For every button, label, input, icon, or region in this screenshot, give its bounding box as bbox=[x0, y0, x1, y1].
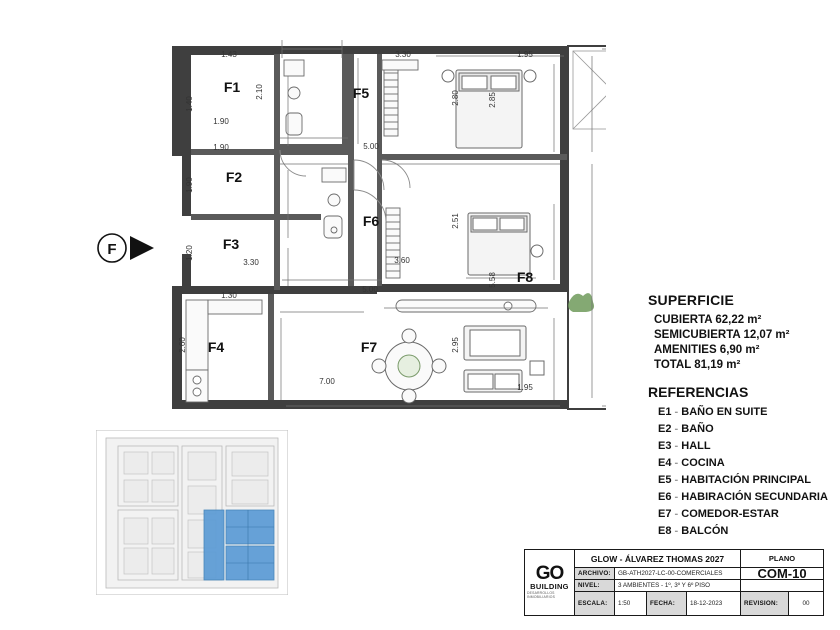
nivel-value: 3 AMBIENTES - 1º, 3º Y 6º PISO bbox=[615, 580, 741, 591]
logo-building-text: BUILDING bbox=[530, 582, 569, 591]
reference-item bbox=[658, 405, 840, 420]
reference-name: COMEDOR-ESTAR bbox=[681, 508, 779, 520]
dimension-text: 2.95 bbox=[451, 337, 460, 353]
reference-dash: - bbox=[674, 406, 682, 418]
reference-name: BALCÓN bbox=[681, 525, 729, 537]
reference-item bbox=[658, 422, 840, 437]
project-name: GLOW - ÁLVAREZ THOMAS 2027 bbox=[575, 550, 741, 567]
dimension-text: 5.00 bbox=[362, 285, 378, 294]
title-block bbox=[524, 549, 824, 616]
dimension-text: 1.90 bbox=[213, 117, 229, 126]
reference-code: E2 bbox=[658, 423, 672, 435]
dimension-text: 7.00 bbox=[319, 377, 335, 386]
reference-dash: - bbox=[674, 474, 682, 486]
reference-dash: - bbox=[674, 440, 682, 452]
fecha-label: FECHA: bbox=[647, 592, 687, 615]
nivel-label: NIVEL: bbox=[575, 580, 615, 591]
reference-item bbox=[658, 456, 840, 471]
info-panel bbox=[648, 292, 840, 541]
reference-code: E8 bbox=[658, 525, 672, 537]
fecha-value: 18-12-2023 bbox=[687, 592, 741, 615]
room-label-f8: F8 bbox=[516, 269, 534, 285]
surface-title: SUPERFICIE bbox=[648, 292, 735, 308]
surface-item: TOTAL 81,19 m² bbox=[654, 359, 741, 371]
room-label-f6: F6 bbox=[362, 213, 380, 229]
dimension-text: 5.58 bbox=[488, 272, 497, 288]
dimension-text: 1.20 bbox=[185, 245, 194, 261]
dimension-text: 1.40 bbox=[185, 96, 194, 112]
reference-name: BAÑO EN SUITE bbox=[681, 406, 768, 418]
logo-go-text: GO bbox=[535, 563, 564, 584]
revision-label: REVISION: bbox=[741, 592, 789, 615]
reference-item bbox=[658, 473, 840, 488]
archivo-value: GB-ATH2027-LC-00-COMERCIALES bbox=[615, 568, 741, 579]
dimension-text: 5.00 bbox=[363, 142, 379, 151]
plano-code: COM-10 bbox=[757, 568, 807, 579]
surface-item: CUBIERTA 62,22 m² bbox=[654, 314, 762, 326]
surface-item: AMENITIES 6,90 m² bbox=[654, 344, 760, 356]
reference-code: E4 bbox=[658, 457, 672, 469]
dimension-text: 1.43 bbox=[221, 50, 237, 59]
reference-code: E1 bbox=[658, 406, 672, 418]
room-label-f4: F4 bbox=[207, 339, 225, 355]
dimension-text: 1.90 bbox=[213, 143, 229, 152]
dimension-text: 1.30 bbox=[221, 291, 237, 300]
room-label-f7: F7 bbox=[360, 339, 378, 355]
reference-item bbox=[658, 439, 840, 454]
dimension-text: 1.95 bbox=[517, 50, 533, 59]
dimension-text: 2.51 bbox=[451, 213, 460, 229]
reference-code: E3 bbox=[658, 440, 672, 452]
reference-item bbox=[658, 524, 840, 539]
entrance-label: F bbox=[107, 241, 117, 258]
room-label-f2: F2 bbox=[225, 169, 243, 185]
reference-name: BAÑO bbox=[681, 423, 714, 435]
escala-value: 1:50 bbox=[615, 592, 647, 615]
reference-name: HABIRACIÓN SECUNDARIA bbox=[681, 491, 828, 503]
logo-subtitle: DESARROLLOS INMOBILIARIOS bbox=[527, 591, 556, 599]
dimension-text: 2.85 bbox=[488, 92, 497, 108]
reference-dash: - bbox=[674, 423, 682, 435]
revision-value: 00 bbox=[802, 600, 810, 607]
reference-name: HALL bbox=[681, 440, 711, 452]
dimension-text: 2.60 bbox=[178, 337, 187, 353]
company-logo bbox=[525, 550, 575, 615]
reference-name: HABITACIÓN PRINCIPAL bbox=[681, 474, 812, 486]
references-title: REFERENCIAS bbox=[648, 384, 749, 400]
dimension-text: 3.30 bbox=[395, 50, 411, 59]
dimension-text: 1.90 bbox=[185, 177, 194, 193]
escala-label: ESCALA: bbox=[575, 592, 615, 615]
floor-plan bbox=[96, 18, 606, 428]
reference-item bbox=[658, 490, 840, 505]
dimension-text: 3.30 bbox=[243, 258, 259, 267]
dimension-text: 2.10 bbox=[255, 84, 264, 100]
room-label-f5: F5 bbox=[352, 85, 370, 101]
reference-item bbox=[658, 507, 840, 522]
reference-dash: - bbox=[674, 491, 682, 503]
key-plan bbox=[96, 430, 288, 595]
reference-code: E6 bbox=[658, 491, 672, 503]
surface-list bbox=[648, 313, 840, 372]
dimension-text: 3.60 bbox=[394, 256, 410, 265]
room-label-f1: F1 bbox=[223, 79, 241, 95]
entrance-marker bbox=[96, 228, 166, 268]
dimension-text: 2.80 bbox=[451, 90, 460, 106]
reference-dash: - bbox=[674, 457, 682, 469]
reference-dash: - bbox=[674, 508, 682, 520]
reference-dash: - bbox=[674, 525, 682, 537]
surface-item: SEMICUBIERTA 12,07 m² bbox=[654, 329, 790, 341]
reference-name: COCINA bbox=[681, 457, 725, 469]
dimension-text: 1.95 bbox=[517, 383, 533, 392]
room-label-f3: F3 bbox=[222, 236, 240, 252]
plano-header: PLANO bbox=[768, 554, 796, 563]
archivo-label: ARCHIVO: bbox=[575, 568, 615, 579]
reference-code: E7 bbox=[658, 508, 672, 520]
reference-code: E5 bbox=[658, 474, 672, 486]
references-list bbox=[648, 405, 840, 539]
